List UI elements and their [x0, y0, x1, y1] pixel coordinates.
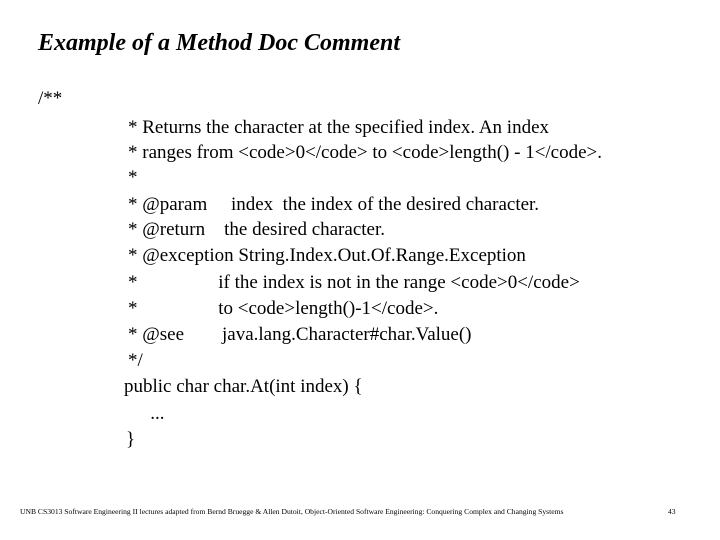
code-line: ...: [136, 403, 165, 424]
code-line: * Returns the character at the specified index. An index: [128, 117, 550, 138]
code-line: *: [128, 167, 138, 188]
comment-open: /**: [38, 88, 63, 109]
code-line: * @param index the index of the desired character.: [128, 194, 540, 215]
page-number: 43: [668, 507, 676, 516]
slide-title: Example of a Method Doc Comment: [38, 30, 400, 56]
code-line: public char char.At(int index) {: [124, 376, 363, 397]
code-line: * @return the desired character.: [128, 219, 385, 240]
code-line: * @exception String.Index.Out.Of.Range.Exception: [128, 245, 526, 266]
footer-credit: UNB CS3013 Software Engineering II lectures adapted from Bernd Bruegge & Allen Dutoit, Object-Oriented Software Engineering: Conquering Complex and Changing Systems: [20, 507, 564, 516]
code-line: * @see java.lang.Character#char.Value(): [128, 324, 472, 345]
code-line: }: [126, 429, 136, 450]
code-line: * ranges from <code>0</code> to <code>length() - 1</code>.: [128, 142, 603, 163]
code-line: * if the index is not in the range <code>0</code>: [128, 272, 580, 293]
code-line: * to <code>length()-1</code>.: [128, 298, 439, 319]
code-line: */: [128, 350, 143, 371]
